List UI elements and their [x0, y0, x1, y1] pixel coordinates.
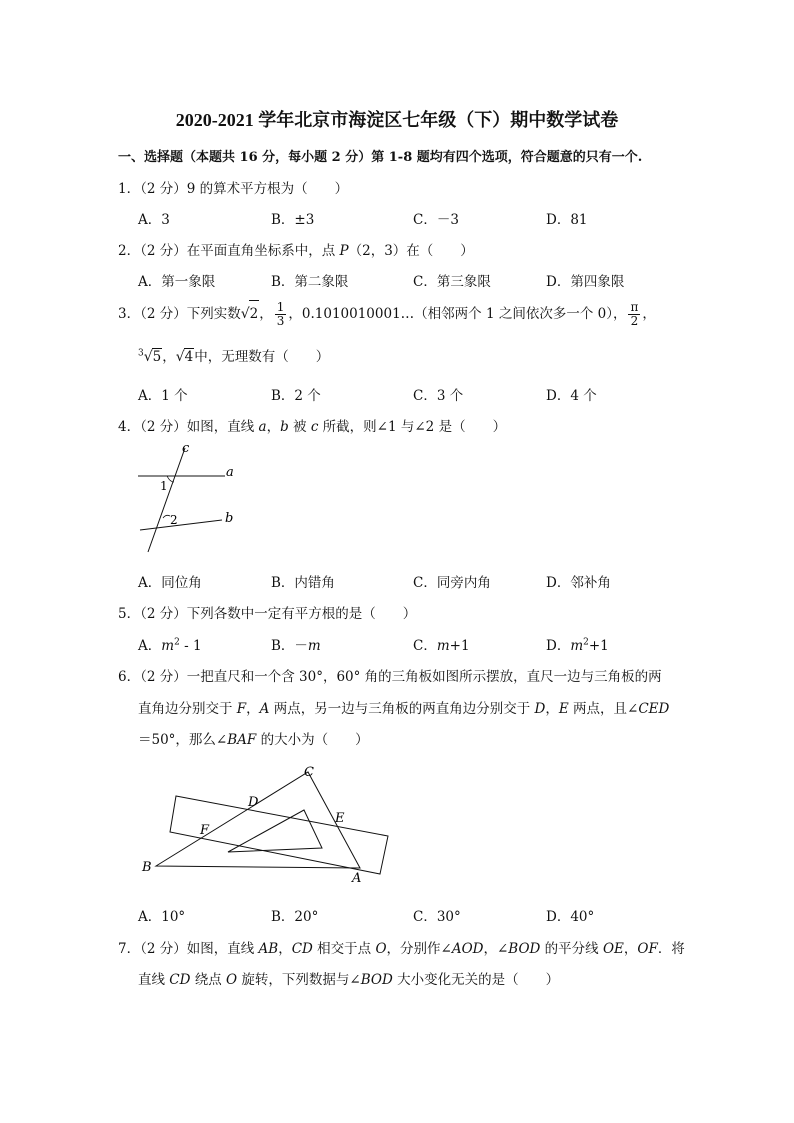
- question-stem: （2 分）如图，直线: [140, 419, 259, 435]
- question-stem-mid: ，0.1010010001…（相邻两个 1 之间依次多一个 0），: [288, 306, 627, 322]
- text: 相交于点: [312, 941, 376, 957]
- q2-option-d: D．第四象限: [546, 274, 625, 290]
- var-m: m: [161, 638, 175, 654]
- question-4: [118, 415, 506, 435]
- comma: ，: [162, 349, 176, 365]
- question-5: [118, 602, 416, 622]
- var-A: A: [259, 701, 270, 717]
- q3-option-a: A．1 个: [138, 388, 188, 404]
- question-1: [118, 177, 348, 197]
- cube-root-symbol: √: [143, 349, 153, 365]
- line-c: [148, 448, 185, 552]
- label-c: c: [182, 441, 190, 456]
- sqrt-arg: 4: [184, 349, 194, 365]
- line-b: [140, 520, 222, 530]
- question-number: 1．: [118, 181, 141, 197]
- cube-root-index: 3: [138, 348, 144, 359]
- q5-option-c: [413, 634, 470, 654]
- var-m: m: [570, 638, 584, 654]
- var-OF: OF: [637, 941, 658, 957]
- question-7-line2: [138, 968, 559, 988]
- label-b: b: [225, 511, 234, 526]
- question-6-line3: [138, 728, 369, 748]
- var-c: c: [310, 419, 319, 435]
- question-stem-mid: 被: [288, 419, 311, 435]
- q2-option-c: C．第三象限: [413, 274, 491, 290]
- question-stem-end: 所截，则∠1 与∠2 是（ ）: [318, 419, 507, 435]
- q3-option-d: D．4 个: [546, 388, 597, 404]
- var-BAF: BAF: [227, 732, 257, 748]
- q5-option-a: [138, 634, 202, 654]
- question-stem: （2 分）9 的算术平方根为（ ）: [140, 181, 349, 197]
- q5-option-b: [271, 634, 321, 654]
- q6-option-a: A．10°: [138, 909, 186, 925]
- text: ．将: [657, 941, 685, 957]
- comma: ，: [266, 419, 281, 435]
- question-number: 5．: [118, 606, 141, 622]
- option-label: C．: [413, 638, 437, 654]
- question-stem: （2 分）下列实数: [140, 306, 241, 322]
- var-E: E: [558, 701, 569, 717]
- label-F: F: [200, 823, 210, 838]
- label-B: B: [142, 860, 152, 875]
- page-title: 2020-2021 学年北京市海淀区七年级（下）期中数学试卷: [175, 110, 619, 130]
- var-CD: CD: [291, 941, 313, 957]
- text: ，分别作∠: [386, 941, 452, 957]
- question-stem: （2 分）一把直尺和一个含 30°，60° 角的三角板如图所示摆放，直尺一边与三角板的两: [140, 669, 662, 685]
- var-a: a: [258, 419, 267, 435]
- exponent: 2: [583, 637, 589, 648]
- q6-option-b: B．20°: [271, 909, 319, 925]
- var-BOD: BOD: [508, 941, 541, 957]
- q1-option-b: B．±3: [271, 212, 315, 228]
- exponent: 2: [174, 637, 180, 648]
- text: （2 分）如图，直线: [140, 941, 259, 957]
- question-number: 3．: [118, 306, 141, 322]
- q6-option-d: D．40°: [546, 909, 595, 925]
- denominator: 2: [630, 314, 639, 328]
- q1-option-d: D．81: [546, 212, 588, 228]
- triangle-inner: [228, 810, 322, 852]
- question-2: [118, 239, 474, 259]
- q1-option-a: A．3: [138, 212, 170, 228]
- q4-option-d: D．邻补角: [546, 575, 611, 591]
- q4-figure: [130, 438, 250, 558]
- label-angle-2: 2: [170, 513, 178, 527]
- question-3-line2: [138, 345, 329, 365]
- cube-root-arg: 5: [152, 349, 162, 365]
- q5-option-d: [546, 634, 609, 654]
- var-AOD: AOD: [451, 941, 484, 957]
- question-number: 4．: [118, 419, 141, 435]
- angle-2-arc: [163, 515, 170, 518]
- option-label: B．－: [271, 638, 308, 654]
- q2-option-b: B．第二象限: [271, 274, 349, 290]
- question-stem: （2 分）在平面直角坐标系中，点: [140, 243, 340, 259]
- label-C: C: [304, 765, 314, 780]
- text: 两点，且∠: [568, 701, 639, 717]
- var-CD: CD: [169, 972, 191, 988]
- label-E: E: [335, 811, 345, 826]
- var-BOD: BOD: [360, 972, 393, 988]
- label-D: D: [248, 795, 259, 810]
- label-a: a: [226, 465, 234, 480]
- section-heading: 一、选择题（本题共 16 分，每小题 2 分）第 1-8 题均有四个选项，符合题意的只有一个.: [118, 150, 643, 165]
- q4-option-c: C．同旁内角: [413, 575, 491, 591]
- question-6-line2: [138, 697, 669, 717]
- var-AB: AB: [258, 941, 279, 957]
- var-F: F: [236, 701, 247, 717]
- text: 直角边分别交于: [138, 701, 237, 717]
- option-rest: +1: [588, 638, 609, 654]
- question-stem-end: （2，3）在（ ）: [348, 243, 474, 259]
- text: 直线: [138, 972, 170, 988]
- numerator: π: [630, 299, 639, 314]
- fraction-one-third: [275, 301, 287, 328]
- var-D: D: [534, 701, 546, 717]
- q4-option-b: B．内错角: [271, 575, 335, 591]
- text: ，: [545, 701, 559, 717]
- question-3: [118, 300, 656, 328]
- label-A: A: [352, 871, 362, 886]
- denominator: 3: [276, 314, 285, 328]
- question-stem: （2 分）下列各数中一定有平方根的是（ ）: [140, 606, 417, 622]
- q4-option-a: A．同位角: [138, 575, 202, 591]
- sqrt-arg: 2: [249, 300, 260, 327]
- question-6-line1: [118, 665, 662, 685]
- q6-figure: [138, 760, 398, 890]
- comma: ，: [278, 941, 292, 957]
- text: ，: [246, 701, 260, 717]
- sqrt-symbol: √: [175, 349, 185, 365]
- comma: ，: [259, 306, 273, 322]
- question-number: 2．: [118, 243, 141, 259]
- var-O: O: [226, 972, 238, 988]
- q6-option-c: C．30°: [413, 909, 461, 925]
- q3-option-b: B．2 个: [271, 388, 321, 404]
- q1-option-c: C．－3: [413, 212, 459, 228]
- fraction-pi-half: [628, 301, 640, 328]
- comma: ，: [642, 306, 656, 322]
- text: ＝50°，那么∠: [138, 732, 228, 748]
- question-number: 7．: [118, 941, 141, 957]
- q3-option-c: C．3 个: [413, 388, 464, 404]
- text: 旋转，下列数据与∠: [237, 972, 361, 988]
- text: 的大小为（ ）: [256, 732, 369, 748]
- numerator: 1: [276, 299, 285, 314]
- var-m: m: [307, 638, 321, 654]
- var-OE: OE: [602, 941, 624, 957]
- option-rest: +1: [449, 638, 470, 654]
- text: 大小变化无关的是（ ）: [392, 972, 560, 988]
- option-label: A．: [138, 638, 162, 654]
- option-label: D．: [546, 638, 571, 654]
- var-b: b: [280, 419, 289, 435]
- option-rest: - 1: [179, 638, 202, 654]
- var-CED: CED: [638, 701, 670, 717]
- label-angle-1: 1: [160, 479, 168, 493]
- question-number: 6．: [118, 669, 141, 685]
- triangle-outer: [156, 772, 360, 868]
- q2-option-a: A．第一象限: [138, 274, 216, 290]
- text: ，∠: [483, 941, 509, 957]
- text: 两点，另一边与三角板的两直角边分别交于: [269, 701, 535, 717]
- text: 的平分线: [540, 941, 603, 957]
- point-var: P: [339, 243, 349, 259]
- text: ，: [623, 941, 638, 957]
- question-7-line1: [118, 937, 685, 957]
- text: 绕点: [190, 972, 227, 988]
- var-O: O: [375, 941, 387, 957]
- sqrt-symbol: √: [240, 306, 250, 322]
- var-m: m: [436, 638, 450, 654]
- question-stem-end: 中，无理数有（ ）: [194, 349, 330, 365]
